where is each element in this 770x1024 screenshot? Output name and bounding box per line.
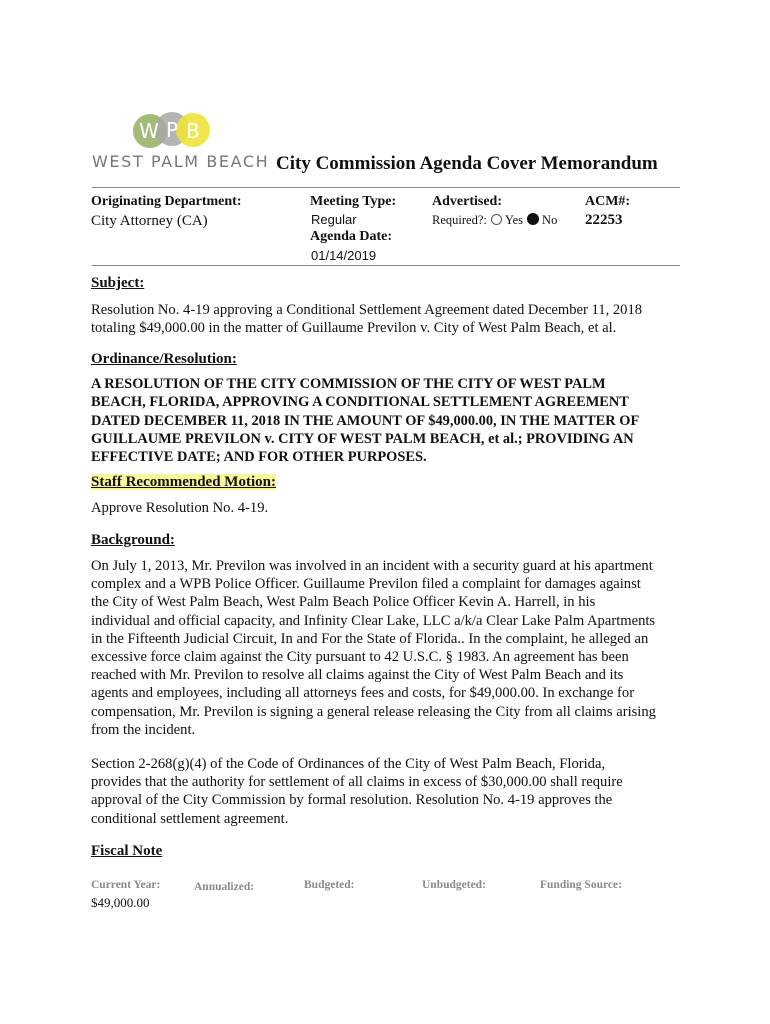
unbudgeted-label: Unbudgeted: bbox=[422, 879, 486, 891]
ordinance-line: EFFECTIVE DATE; AND FOR OTHER PURPOSES. bbox=[91, 449, 427, 466]
background-line: excessive force claim against the City pursuant to 42 U.S.C. § 1983. An agreement has been bbox=[91, 649, 629, 666]
annualized-label: Annualized: bbox=[194, 881, 255, 893]
yes-label: Yes bbox=[504, 213, 524, 227]
no-radio[interactable] bbox=[527, 213, 539, 225]
logo-wordmark: WEST PALM BEACH bbox=[92, 152, 270, 171]
ordinance-line: A RESOLUTION OF THE CITY COMMISSION OF THE CITY OF WEST PALM bbox=[91, 376, 606, 392]
header-rule-bottom bbox=[92, 265, 680, 266]
background-paragraph-2 bbox=[91, 755, 691, 828]
ordinance-line: BEACH, FLORIDA, APPROVING A CONDITIONAL SETTLEMENT AGREEMENT bbox=[91, 394, 629, 411]
fiscal-note-heading: Fiscal Note bbox=[91, 843, 163, 859]
advertised-required-row bbox=[432, 213, 557, 228]
background-line: complex and a WPB Police Officer. Guillaume Previlon filed a complaint for damages against bbox=[91, 576, 641, 593]
budgeted-label: Budgeted: bbox=[304, 879, 355, 891]
current-year-label: Current Year: bbox=[91, 879, 161, 891]
staff-motion-heading-text: Staff Recommended Motion: bbox=[91, 474, 276, 490]
meeting-type-value: Regular bbox=[311, 212, 357, 227]
background-line: individual and official capacity, and Infinity Clear Lake, LLC a/k/a Clear Lake Palm Apartments bbox=[91, 612, 656, 629]
advertised-label: Advertised: bbox=[432, 194, 502, 209]
acm-label: ACM#: bbox=[585, 194, 631, 209]
ordinance-line: DATED DECEMBER 11, 2018 IN THE AMOUNT OF $49,000.00, IN THE MATTER OF bbox=[91, 412, 640, 429]
no-label: No bbox=[542, 213, 558, 227]
svg-text:W: W bbox=[139, 119, 159, 143]
staff-motion-text: Approve Resolution No. 4-19. bbox=[91, 500, 269, 516]
acm-value: 22253 bbox=[585, 212, 623, 228]
background-line: Section 2-268(g)(4) of the Code of Ordinances of the City of West Palm Beach, Florida, bbox=[91, 756, 606, 772]
svg-text:B: B bbox=[186, 119, 200, 143]
ordinance-line: GUILLAUME PREVILON v. CITY OF WEST PALM BEACH, et al.; PROVIDING AN bbox=[91, 430, 634, 447]
meeting-type-label: Meeting Type: bbox=[310, 194, 397, 209]
background-heading: Background: bbox=[91, 532, 175, 548]
subject-line: Resolution No. 4-19 approving a Conditional Settlement Agreement dated December 11, 2018 bbox=[91, 302, 643, 318]
subject-text bbox=[91, 301, 691, 337]
svg-text:P: P bbox=[165, 118, 179, 142]
funding-source-label: Funding Source: bbox=[540, 879, 622, 891]
staff-motion-heading bbox=[91, 474, 276, 491]
background-line: from the incident. bbox=[91, 721, 196, 738]
background-paragraph-1 bbox=[91, 557, 691, 739]
background-line: compensation, Mr. Previlon is signing a general release releasing the City from all claims arising bbox=[91, 703, 656, 720]
ordinance-heading: Ordinance/Resolution: bbox=[91, 351, 237, 367]
subject-line: totaling $49,000.00 in the matter of Guillaume Previlon v. City of West Palm Beach, et al. bbox=[91, 320, 617, 337]
agenda-date-value: 01/14/2019 bbox=[311, 248, 377, 263]
current-year-value: $49,000.00 bbox=[91, 895, 150, 910]
ordinance-text bbox=[91, 375, 701, 466]
background-line: the City of West Palm Beach, West Palm Beach Police Officer Kevin A. Harrell, in his bbox=[91, 594, 596, 611]
background-line: On July 1, 2013, Mr. Previlon was involved in an incident with a security guard at his apartment bbox=[91, 558, 653, 574]
header-rule-top bbox=[92, 187, 680, 188]
background-line: in the Fifteenth Judicial Circuit, In and For the State of Florida.. In the complaint, he alleged an bbox=[91, 630, 649, 647]
agenda-date-label: Agenda Date: bbox=[310, 229, 393, 244]
originating-department-label: Originating Department: bbox=[91, 194, 242, 209]
background-line: provides that the authority for settlement of all claims in excess of $30,000.00 shall require bbox=[91, 774, 623, 791]
memo-title: City Commission Agenda Cover Memorandum bbox=[276, 153, 658, 174]
required-label: Required?: bbox=[432, 213, 487, 227]
yes-radio[interactable] bbox=[491, 214, 502, 225]
subject-heading: Subject: bbox=[91, 275, 145, 291]
background-line: agents and employees, including all attorneys fees and costs, for $49,000.00. In exchange for bbox=[91, 685, 635, 702]
background-line: conditional settlement agreement. bbox=[91, 810, 289, 827]
background-line: reached with Mr. Previlon to resolve all claims against the City of West Palm Beach and its bbox=[91, 667, 624, 684]
background-line: approval of the City Commission by formal resolution. Resolution No. 4-19 approves the bbox=[91, 792, 613, 809]
originating-department-value: City Attorney (CA) bbox=[91, 213, 208, 229]
wpb-logo-circles-icon bbox=[92, 104, 252, 154]
